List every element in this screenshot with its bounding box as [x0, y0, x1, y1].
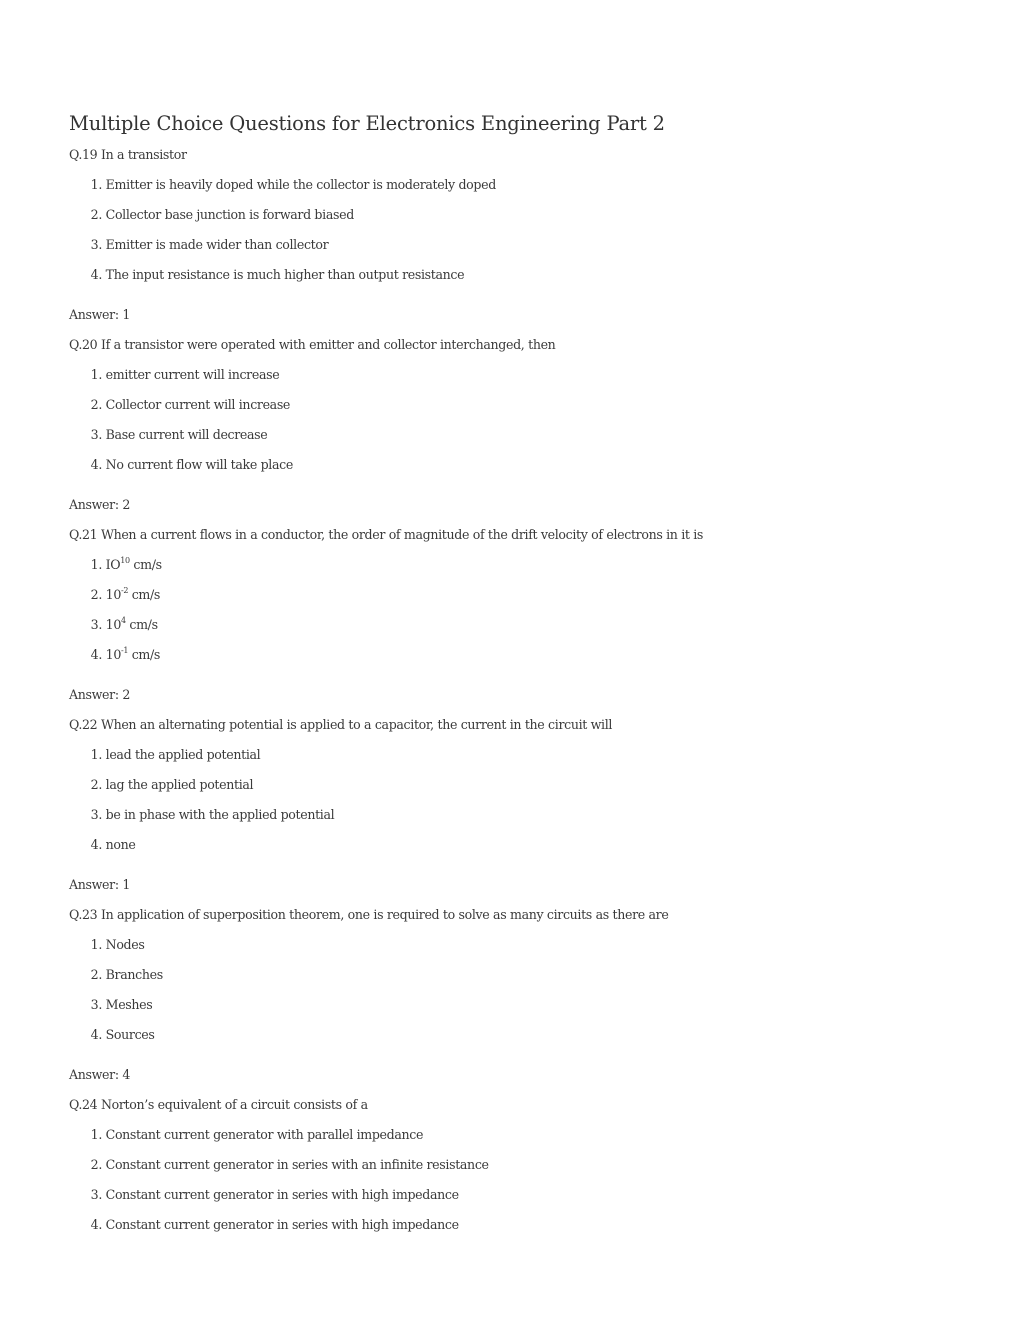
option-item — [69, 457, 969, 473]
option-number: 1. — [90, 1127, 102, 1142]
answer-label: Answer: — [69, 1067, 119, 1082]
option-item — [69, 1187, 969, 1203]
option-exponent: -1 — [120, 645, 129, 655]
answer-value: 4 — [122, 1067, 131, 1082]
option-text: Branches — [105, 967, 163, 982]
option-number: 4. — [90, 457, 102, 472]
option-number: 3. — [90, 997, 102, 1012]
option-number: 2. — [90, 777, 102, 792]
option-item — [69, 997, 969, 1013]
question-block — [69, 907, 969, 1083]
option-base: 10 — [105, 587, 121, 602]
question-text: Q.23 In application of superposition theorem, one is required to solve as many circuits as there are — [69, 907, 669, 922]
option-text: Sources — [105, 1027, 155, 1042]
answer-label: Answer: — [69, 497, 119, 512]
option-number: 4. — [90, 1027, 102, 1042]
option-number: 2. — [90, 967, 102, 982]
option-number: 4. — [90, 267, 102, 282]
option-text: emitter current will increase — [105, 367, 280, 382]
question-list — [69, 147, 969, 1233]
document-page — [69, 110, 969, 1233]
answer-line — [69, 1067, 969, 1083]
answer-value: 2 — [122, 687, 131, 702]
answer-label: Answer: — [69, 307, 119, 322]
option-text: Emitter is made wider than collector — [105, 237, 329, 252]
option-number: 3. — [90, 427, 102, 442]
option-item — [69, 967, 969, 983]
option-list — [69, 367, 969, 473]
option-text: Constant current generator in series with high impedance — [105, 1187, 459, 1202]
option-item — [69, 747, 969, 763]
option-item — [69, 557, 969, 573]
option-item — [69, 1027, 969, 1043]
option-item — [69, 837, 969, 853]
option-text: none — [105, 837, 136, 852]
question-block — [69, 717, 969, 893]
option-exponent: -2 — [120, 585, 129, 595]
answer-value: 2 — [122, 497, 131, 512]
option-number: 2. — [90, 1157, 102, 1172]
option-item — [69, 1157, 969, 1173]
option-number: 1. — [90, 367, 102, 382]
option-item — [69, 807, 969, 823]
option-number: 4. — [90, 837, 102, 852]
option-item — [69, 397, 969, 413]
option-unit: cm/s — [128, 587, 161, 602]
option-item — [69, 427, 969, 443]
option-number: 3. — [90, 237, 102, 252]
answer-line — [69, 877, 969, 893]
option-list — [69, 937, 969, 1043]
option-number: 4. — [90, 1217, 102, 1232]
option-text: lag the applied potential — [105, 777, 254, 792]
option-item — [69, 177, 969, 193]
option-text: Constant current generator in series with an infinite resistance — [105, 1157, 489, 1172]
question-text: Q.21 When a current flows in a conductor, the order of magnitude of the drift velocity of electrons in it is — [69, 527, 704, 542]
option-item — [69, 267, 969, 283]
option-text: The input resistance is much higher than output resistance — [105, 267, 465, 282]
option-item — [69, 617, 969, 633]
option-text: Nodes — [105, 937, 145, 952]
option-item — [69, 207, 969, 223]
answer-value: 1 — [122, 307, 131, 322]
option-text: Base current will decrease — [105, 427, 268, 442]
option-number: 3. — [90, 617, 102, 632]
option-item — [69, 647, 969, 663]
option-base: IO — [105, 557, 121, 572]
option-text: No current flow will take place — [105, 457, 293, 472]
option-item — [69, 777, 969, 793]
option-item — [69, 587, 969, 603]
option-base: 10 — [105, 617, 121, 632]
question-text: Q.22 When an alternating potential is applied to a capacitor, the current in the circuit will — [69, 717, 613, 732]
answer-line — [69, 687, 969, 703]
option-number: 1. — [90, 937, 102, 952]
question-text: Q.20 If a transistor were operated with emitter and collector interchanged, then — [69, 337, 556, 352]
option-unit: cm/s — [128, 647, 161, 662]
answer-label: Answer: — [69, 877, 119, 892]
option-number: 2. — [90, 397, 102, 412]
option-number: 2. — [90, 207, 102, 222]
answer-line — [69, 307, 969, 323]
question-block — [69, 1097, 969, 1233]
option-number: 3. — [90, 1187, 102, 1202]
option-number: 1. — [90, 177, 102, 192]
answer-line — [69, 497, 969, 513]
option-text: Emitter is heavily doped while the collector is moderately doped — [105, 177, 496, 192]
option-list — [69, 177, 969, 283]
question-block — [69, 147, 969, 323]
question-text: Q.24 Norton’s equivalent of a circuit consists of a — [69, 1097, 368, 1112]
option-text: Meshes — [105, 997, 153, 1012]
option-number: 1. — [90, 747, 102, 762]
option-number: 4. — [90, 647, 102, 662]
answer-value: 1 — [122, 877, 131, 892]
option-text: be in phase with the applied potential — [105, 807, 335, 822]
question-text: Q.19 In a transistor — [69, 147, 187, 162]
option-base: 10 — [105, 647, 121, 662]
option-item — [69, 237, 969, 253]
question-block — [69, 337, 969, 513]
page-title: Multiple Choice Questions for Electronics Engineering Part 2 — [69, 112, 665, 135]
option-number: 3. — [90, 807, 102, 822]
option-text: Collector base junction is forward biased — [105, 207, 354, 222]
option-text: lead the applied potential — [105, 747, 261, 762]
option-item — [69, 1217, 969, 1233]
option-list — [69, 1127, 969, 1233]
option-list — [69, 557, 969, 663]
option-unit: cm/s — [129, 557, 162, 572]
option-exponent: 10 — [120, 555, 130, 565]
option-number: 2. — [90, 587, 102, 602]
option-text: Constant current generator with parallel impedance — [105, 1127, 424, 1142]
option-unit: cm/s — [125, 617, 158, 632]
option-text: Collector current will increase — [105, 397, 291, 412]
option-list — [69, 747, 969, 853]
option-exponent: 4 — [120, 615, 126, 625]
option-number: 1. — [90, 557, 102, 572]
answer-label: Answer: — [69, 687, 119, 702]
question-block — [69, 527, 969, 703]
option-item — [69, 937, 969, 953]
option-item — [69, 367, 969, 383]
option-item — [69, 1127, 969, 1143]
option-text: Constant current generator in series with high impedance — [105, 1217, 459, 1232]
